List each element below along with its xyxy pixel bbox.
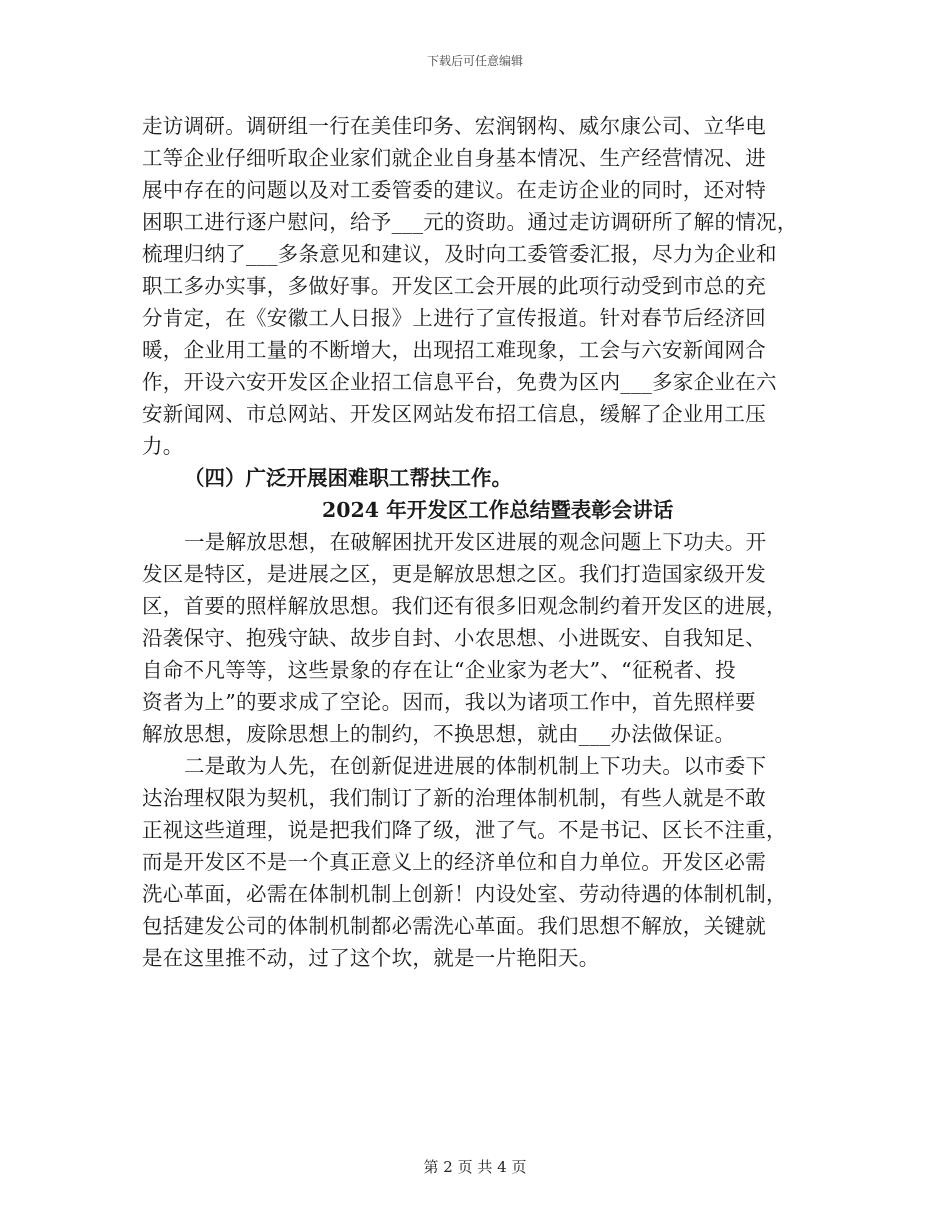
paragraph-dare-to-lead bbox=[142, 750, 817, 974]
text-line: 力。 bbox=[142, 434, 184, 458]
page-footer: 第 2 页 共 4 页 bbox=[423, 1158, 527, 1176]
text-line: 二是敢为人先，在创新促进进展的体制机制上下功夫。以市委下 bbox=[184, 754, 767, 778]
text-line: 发区是特区，是进展之区，更是解放思想之区。我们打造国家级开发 bbox=[142, 562, 766, 586]
text-line: 一是解放思想，在破解困扰开发区进展的观念问题上下功夫。开 bbox=[184, 530, 767, 554]
text-line: 而是开发区不是一个真正意义上的经济单位和自力单位。开发区必需 bbox=[142, 850, 766, 874]
text-line: 困职工进行逐户慰问，给予___元的资助。通过走访调研所了解的情况， bbox=[142, 210, 798, 234]
document-title: 2024 年开发区工作总结暨表彰会讲话 bbox=[322, 498, 674, 522]
page-header: 下载后可任意编辑 bbox=[426, 54, 523, 68]
text-line: 展中存在的问题以及对工委管委的建议。在走访企业的同时，还对特 bbox=[142, 178, 766, 202]
text-line: 安新闻网、市总网站、开发区网站发布招工信息，缓解了企业用工压 bbox=[142, 402, 766, 426]
document-body bbox=[142, 110, 817, 974]
text-line: 包括建发公司的体制机制都必需洗心革面。我们思想不解放，关键就 bbox=[142, 914, 766, 938]
text-line: 洗心革面，必需在体制机制上创新！内设处室、劳动待遇的体制机制， bbox=[142, 882, 787, 906]
section-subheading: （四）广泛开展困难职工帮扶工作。 bbox=[184, 466, 512, 490]
text-line: 解放思想，废除思想上的制约，不换思想，就由___办法做保证。 bbox=[142, 722, 736, 746]
text-line: 走访调研。调研组一行在美佳印务、宏润钢构、威尔康公司、立华电 bbox=[142, 114, 766, 138]
text-line: 正视这些道理，说是把我们降了级，泄了气。不是书记、区长不注重， bbox=[142, 818, 787, 842]
text-line: 工等企业仔细听取企业家们就企业自身基本情况、生产经营情况、进 bbox=[142, 146, 766, 170]
text-line: 沿袭保守、抱残守缺、故步自封、小农思想、小进既安、自我知足、 bbox=[142, 626, 766, 650]
text-line: 区，首要的照样解放思想。我们还有很多旧观念制约着开发区的进展， bbox=[142, 594, 787, 618]
paragraph-emancipate-mind bbox=[142, 526, 817, 750]
text-line: 自命不凡等等，这些景象的存在让“企业家为老大”、“征税者、投 bbox=[142, 658, 736, 682]
text-line: 作，开设六安开发区企业招工信息平台，免费为区内___多家企业在六 bbox=[142, 370, 777, 394]
text-line: 是在这里推不动，过了这个坎，就是一片艳阳天。 bbox=[142, 946, 600, 970]
text-line: 暖，企业用工量的不断增大，出现招工难现象，工会与六安新闻网合 bbox=[142, 338, 766, 362]
paragraph-visit-research bbox=[142, 110, 817, 462]
text-line: 职工多办实事，多做好事。开发区工会开展的此项行动受到市总的充 bbox=[142, 274, 766, 298]
text-line: 达治理权限为契机，我们制订了新的治理体制机制，有些人就是不敢 bbox=[142, 786, 766, 810]
text-line: 分肯定，在《安徽工人日报》上进行了宣传报道。针对春节后经济回 bbox=[142, 306, 766, 330]
text-line: 资者为上”的要求成了空论。因而，我以为诸项工作中，首先照样要 bbox=[142, 690, 756, 714]
text-line: 梳理归纳了___多条意见和建议，及时向工委管委汇报，尽力为企业和 bbox=[142, 242, 777, 266]
